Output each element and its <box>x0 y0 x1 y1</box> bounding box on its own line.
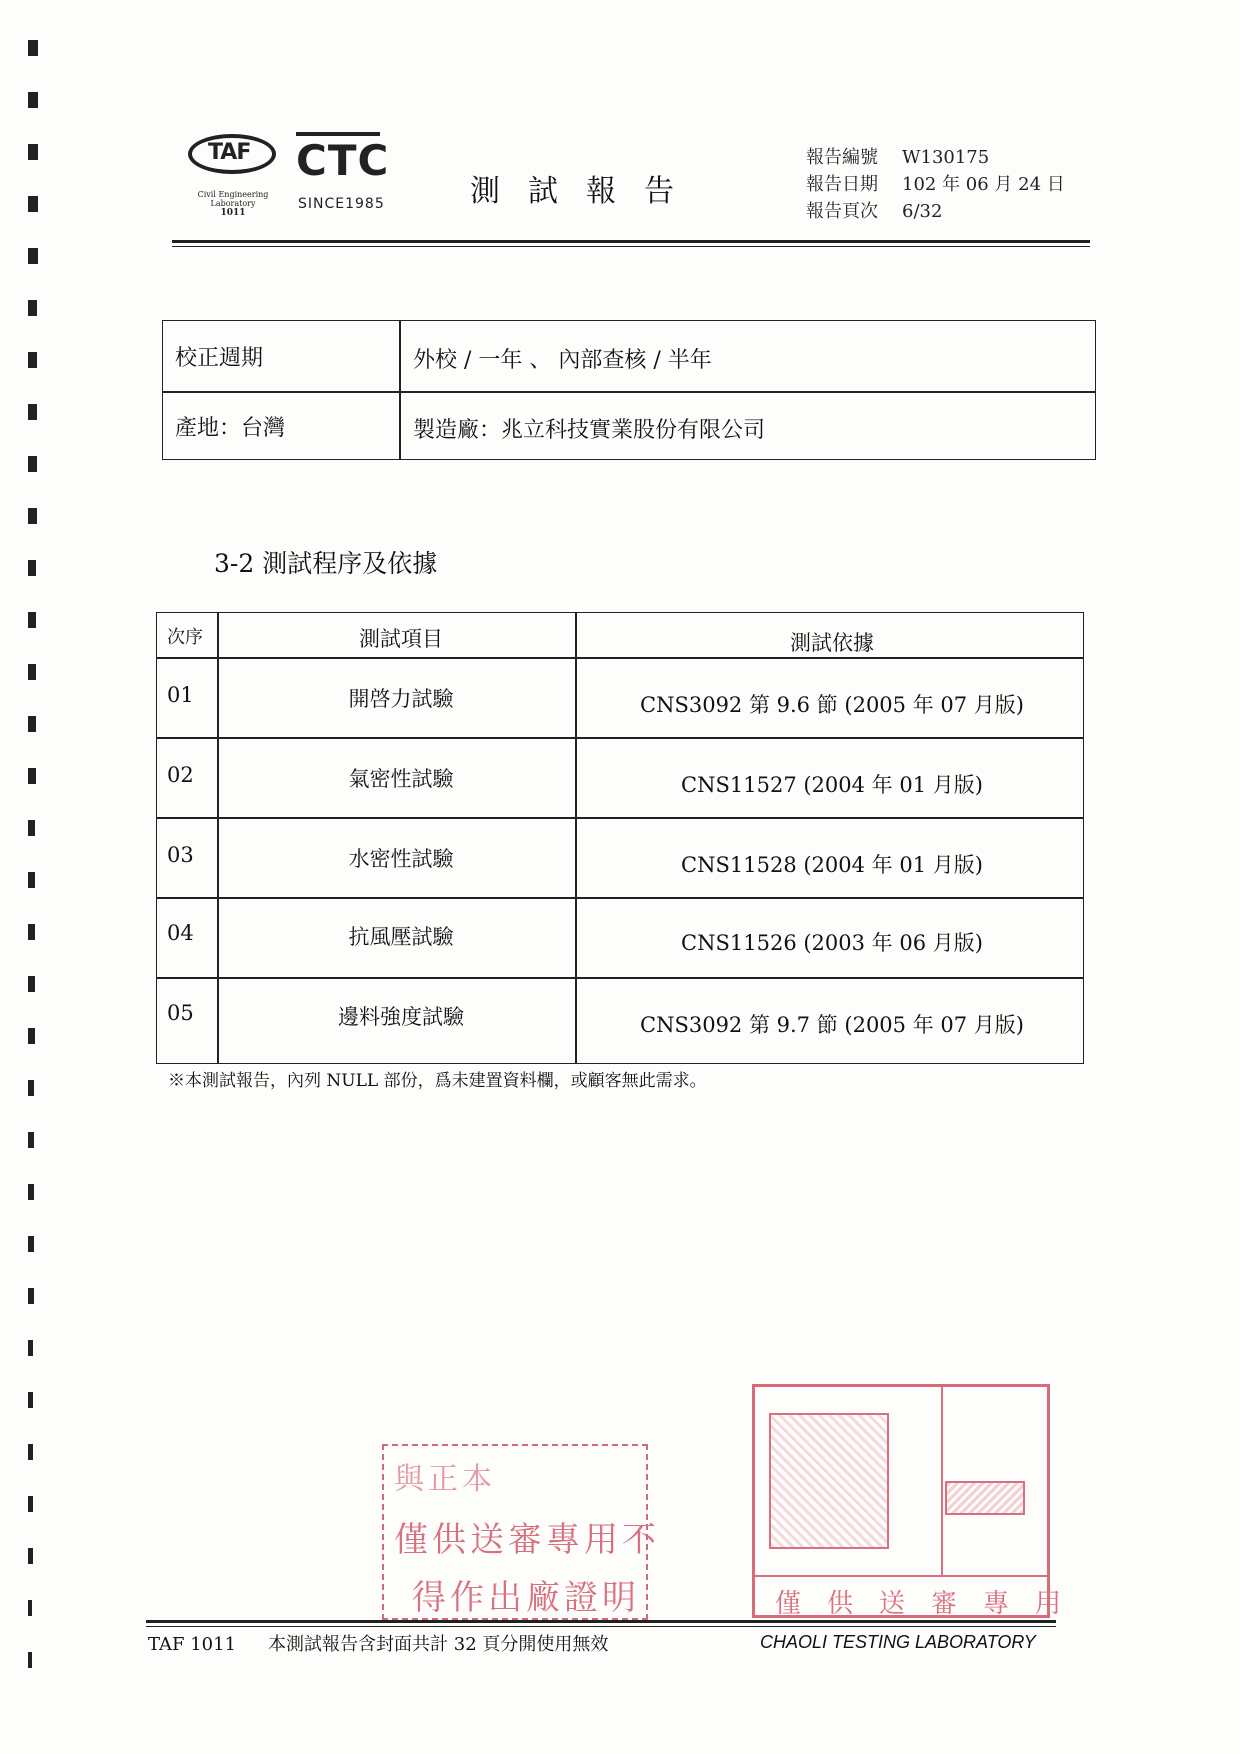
test-table-row-divider <box>157 737 1083 739</box>
footer-statement: 本測試報告含封面共計 32 頁分開使用無效 <box>268 1634 609 1655</box>
info-table-row-divider <box>163 391 1095 393</box>
binder-mark <box>28 1080 34 1096</box>
lab-seal-stamp <box>752 1384 1088 1619</box>
report-number-label: 報告編號 <box>806 147 878 168</box>
binder-mark <box>28 1444 33 1460</box>
section-title: 3-2 測試程序及依據 <box>214 549 438 578</box>
stamp-line: 與正本 <box>394 1462 496 1497</box>
test-table-row-divider <box>157 817 1083 819</box>
report-page: 6/32 <box>902 201 943 222</box>
footer-left <box>148 1630 608 1656</box>
binder-mark <box>28 1548 33 1564</box>
calibration-value: 外校 / 一年 、 內部查核 / 半年 <box>413 348 712 373</box>
footer-lab-name: CHAOLI TESTING LABORATORY <box>760 1632 1036 1652</box>
row-item: 氣密性試驗 <box>348 767 454 791</box>
row-item: 水密性試驗 <box>348 847 454 871</box>
taf-logo-text: TAF <box>208 140 251 165</box>
copy-stamp <box>382 1444 660 1620</box>
header-item: 測試項目 <box>359 627 443 651</box>
origin: 產地：台灣 <box>175 416 286 441</box>
row-basis: CNS3092 第 9.6 節 (2005 年 07 月版) <box>640 693 1024 717</box>
row-seq: 04 <box>167 921 194 945</box>
binder-mark <box>28 1184 34 1200</box>
test-table <box>156 612 1084 1064</box>
test-table-col-divider <box>217 613 219 1063</box>
table-note: ※本測試報告，內列 NULL 部份，爲未建置資料欄，或顧客無此需求。 <box>168 1071 707 1091</box>
row-seq: 02 <box>167 763 194 787</box>
binder-mark <box>28 976 35 992</box>
binder-mark <box>28 1496 33 1512</box>
row-basis: CNS11526 (2003 年 06 月版) <box>681 931 983 955</box>
row-seq: 01 <box>167 683 194 707</box>
report-date-row <box>806 171 1065 198</box>
binder-mark <box>28 404 37 420</box>
stamp-line: 僅供送審專用 <box>775 1589 1088 1619</box>
row-basis: CNS3092 第 9.7 節 (2005 年 07 月版) <box>640 1013 1024 1037</box>
binder-mark <box>28 768 36 784</box>
footer-code: TAF 1011 <box>148 1634 237 1655</box>
row-basis: CNS11528 (2004 年 01 月版) <box>681 853 983 877</box>
report-number: W130175 <box>902 147 990 168</box>
binder-mark <box>28 612 36 628</box>
binder-mark <box>28 508 37 524</box>
binder-mark <box>28 144 38 160</box>
stamp-divider <box>941 1387 943 1575</box>
taf-logo <box>188 130 284 188</box>
binder-mark <box>28 1132 34 1148</box>
binder-mark <box>28 1652 32 1668</box>
binder-mark <box>28 352 37 368</box>
stamp-line: 得作出廠證明 <box>412 1578 640 1618</box>
binder-mark <box>28 924 35 940</box>
taf-caption: Civil Engineering Laboratory <box>197 190 269 208</box>
binder-mark <box>28 1340 33 1356</box>
seal-icon <box>769 1413 889 1549</box>
manufacturer: 製造廠：兆立科技實業股份有限公司 <box>413 418 766 443</box>
info-table-divider <box>399 321 401 459</box>
binder-mark <box>28 1392 33 1408</box>
header-basis: 測試依據 <box>790 631 874 655</box>
header-seq: 次序 <box>167 627 203 648</box>
ctc-logo: CTC <box>296 136 390 185</box>
row-item: 抗風壓試驗 <box>348 925 454 949</box>
row-basis: CNS11527 (2004 年 01 月版) <box>681 773 983 797</box>
report-page-label: 報告頁次 <box>806 201 878 222</box>
test-table-row-divider <box>157 897 1083 899</box>
report-date: 102 年 06 月 24 日 <box>902 174 1065 195</box>
binder-mark <box>28 40 38 56</box>
binder-mark <box>28 196 38 212</box>
document-title: 測試報告 <box>470 174 702 209</box>
binder-mark <box>28 872 35 888</box>
binder-mark <box>28 1028 35 1044</box>
report-page-row <box>806 198 1065 225</box>
row-item: 開啓力試驗 <box>348 687 454 711</box>
footer-rule <box>146 1620 1056 1623</box>
row-seq: 03 <box>167 843 194 867</box>
test-table-row-divider <box>157 657 1083 659</box>
binder-mark <box>28 248 38 264</box>
binder-mark <box>28 1236 34 1252</box>
binder-mark <box>28 456 37 472</box>
calibration-label: 校正週期 <box>175 346 264 371</box>
binder-mark <box>28 560 36 576</box>
binder-mark <box>28 1600 32 1616</box>
report-meta <box>806 144 1065 225</box>
taf-number: 1011 <box>220 208 246 218</box>
test-table-row-divider <box>157 977 1083 979</box>
stamp-line: 僅供送審專用不 <box>394 1520 660 1560</box>
header-rule <box>172 240 1090 243</box>
ctc-since: SINCE1985 <box>298 196 385 212</box>
binder-edge <box>20 40 40 1740</box>
binder-mark <box>28 820 35 836</box>
binder-mark <box>28 664 36 680</box>
binder-mark <box>28 300 37 316</box>
stamp-divider <box>755 1575 1047 1577</box>
binder-mark <box>28 92 38 108</box>
row-item: 邊料強度試驗 <box>338 1005 464 1029</box>
footer-rule-thin <box>146 1626 1056 1627</box>
report-number-row <box>806 144 1065 171</box>
row-seq: 05 <box>167 1001 194 1025</box>
test-table-col-divider <box>575 613 577 1063</box>
small-seal-icon <box>945 1481 1025 1515</box>
binder-mark <box>28 716 36 732</box>
binder-mark <box>28 1288 34 1304</box>
header-rule-thin <box>172 246 1090 247</box>
report-date-label: 報告日期 <box>806 174 878 195</box>
info-table <box>162 320 1096 460</box>
